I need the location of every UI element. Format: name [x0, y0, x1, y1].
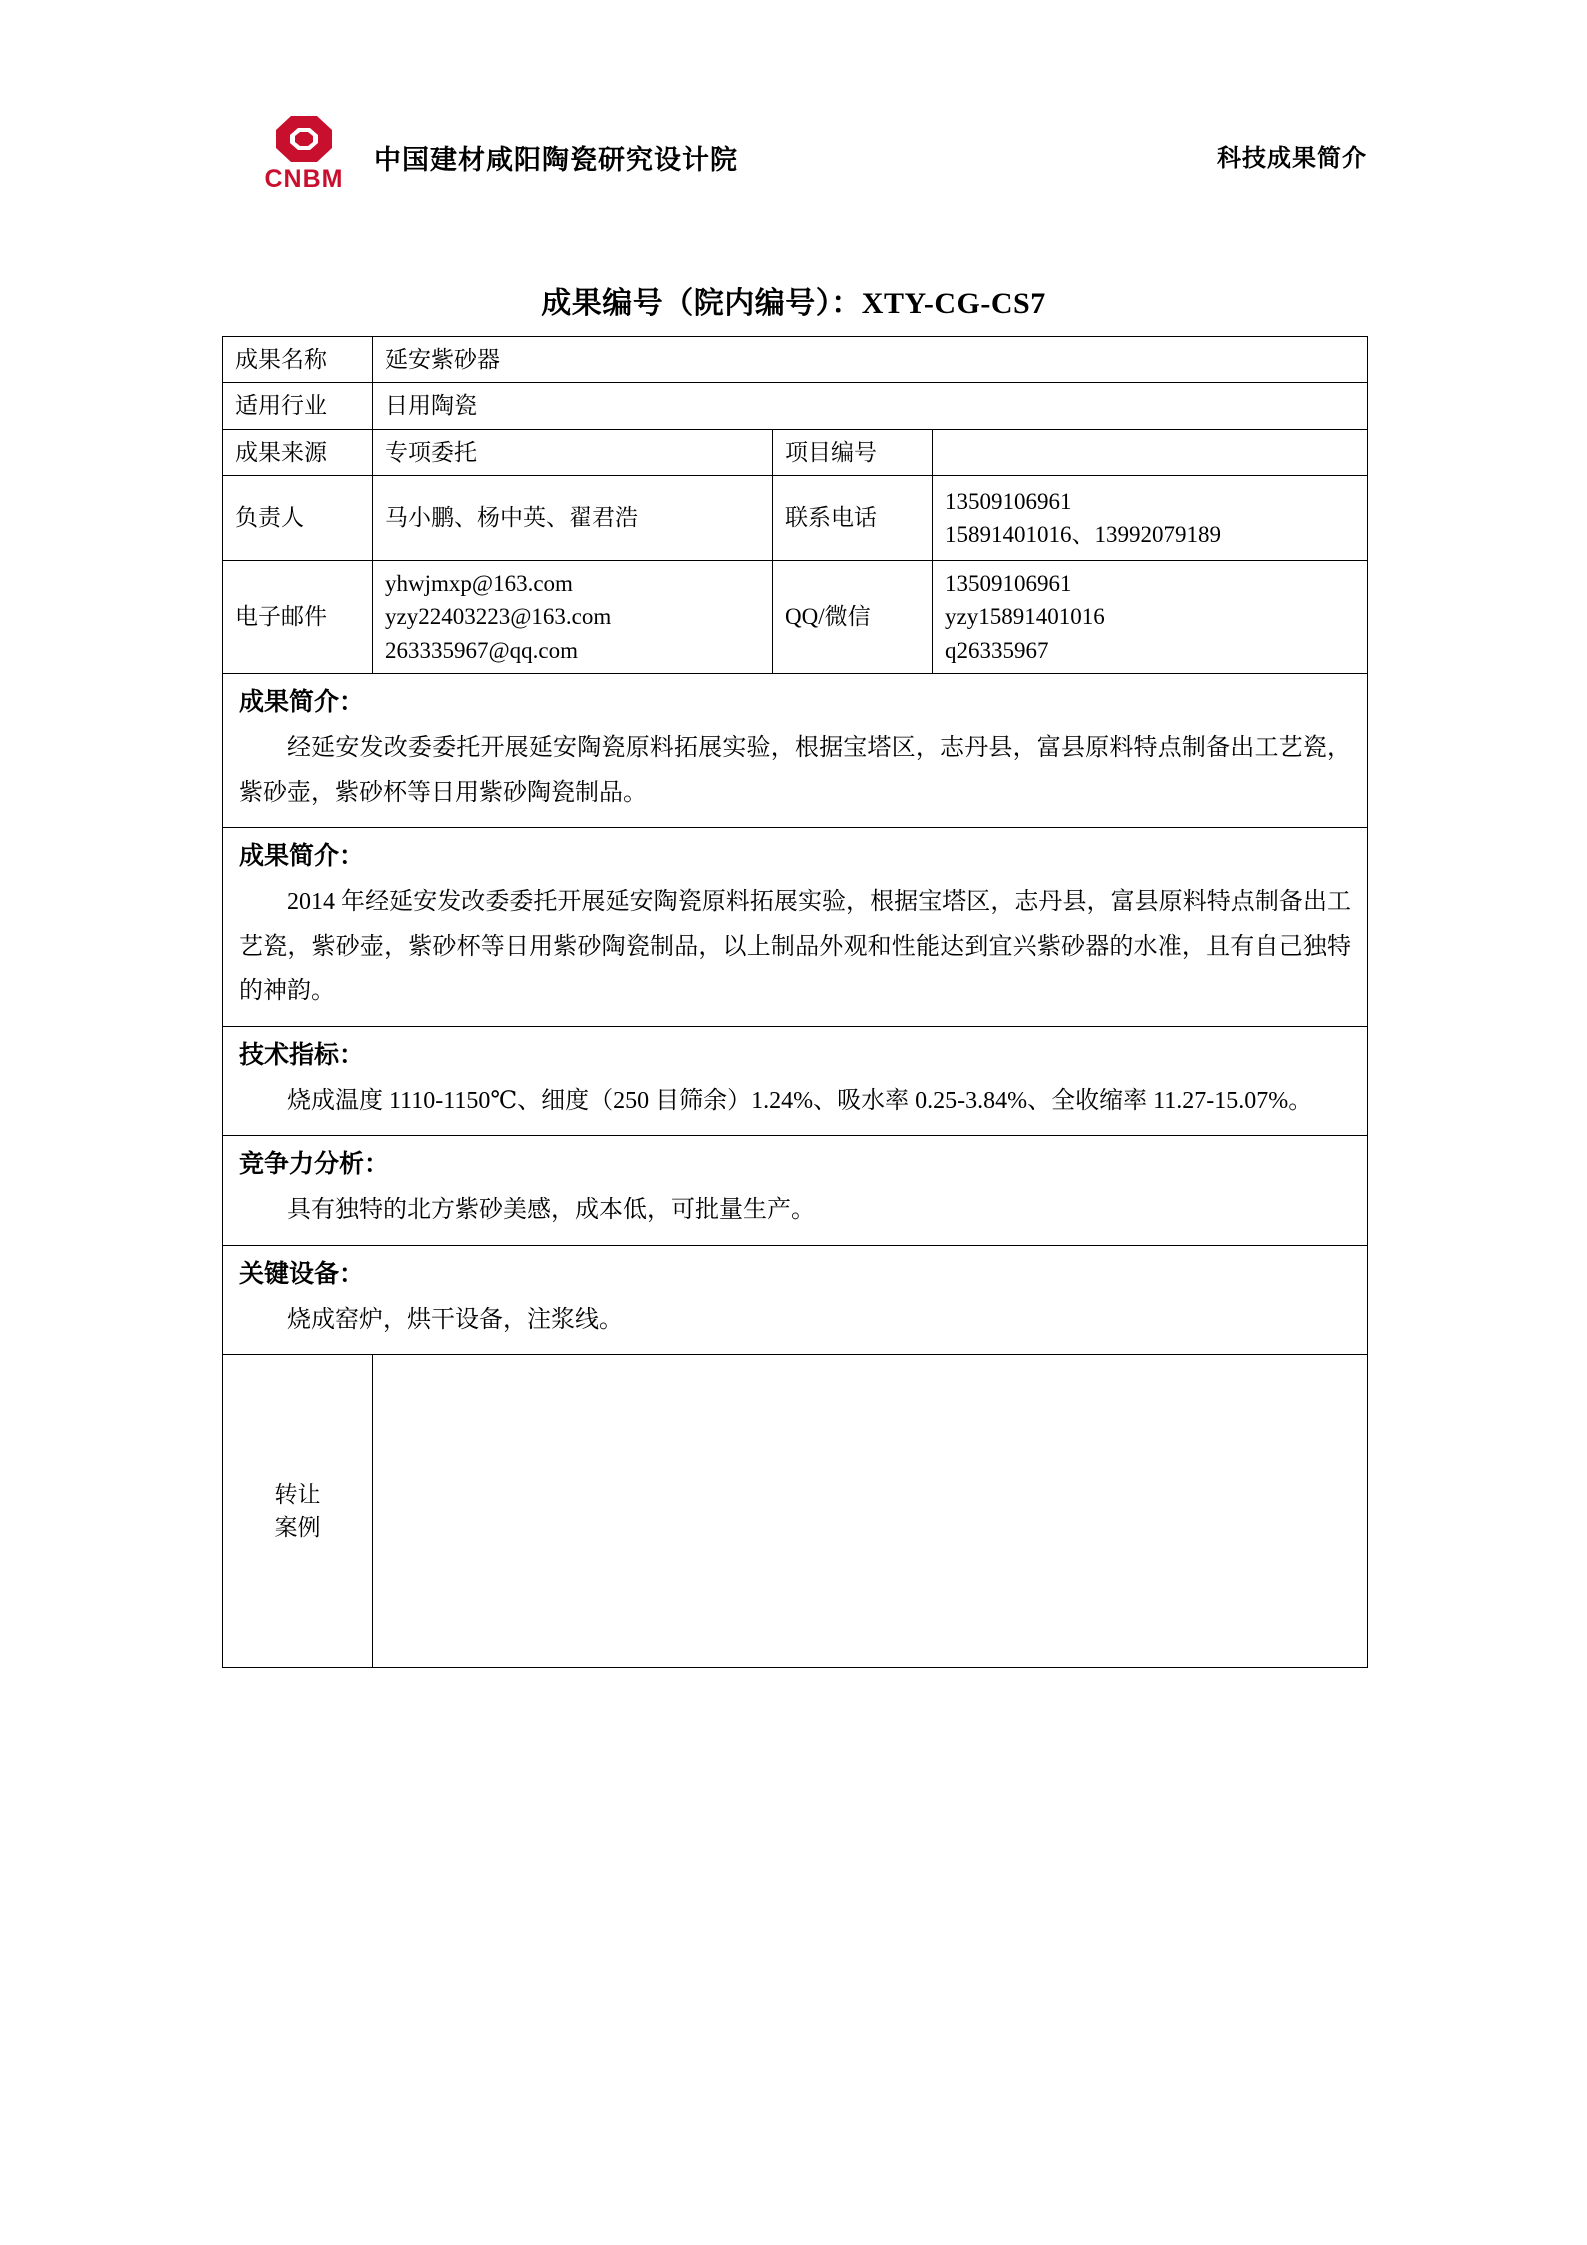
section-body: 烧成窑炉，烘干设备，注浆线。	[287, 1307, 623, 1334]
leader-value: 马小鹏、杨中英、翟君浩	[373, 476, 773, 561]
transfer-case-value	[373, 1355, 1368, 1668]
source-label: 成果来源	[223, 429, 373, 475]
table-row	[223, 429, 1368, 475]
qq-line-1: 13509106961	[945, 571, 1072, 597]
result-info-table	[222, 336, 1368, 1668]
transfer-case-label-line-2: 案例	[274, 1515, 321, 1541]
section-technical-indicators	[223, 1026, 1368, 1136]
table-row	[223, 1355, 1368, 1668]
section-body: 具有独特的北方紫砂美感，成本低，可批量生产。	[287, 1197, 815, 1224]
page-header	[248, 112, 1367, 192]
phone-line-1: 13509106961	[945, 488, 1072, 514]
section-body: 2014 年经延安发改委委托开展延安陶瓷原料拓展实验，根据宝塔区，志丹县，富县原料特点制备出工艺瓷，紫砂壶，紫砂杯等日用紫砂陶瓷制品，以上制品外观和性能达到宜兴紫砂器的水准，且有自己独特的神韵。	[239, 889, 1351, 1005]
section-heading: 竞争力分析：	[239, 1150, 390, 1179]
table-row	[223, 383, 1368, 429]
cnbm-wordmark: CNBM	[264, 164, 344, 193]
table-row	[223, 337, 1368, 383]
leader-label: 负责人	[223, 476, 373, 561]
name-value: 延安紫砂器	[373, 337, 1368, 383]
table-row	[223, 561, 1368, 674]
qq-label: QQ/微信	[773, 561, 933, 674]
cnbm-logo	[248, 113, 360, 192]
qq-line-2: yzy15891401016	[945, 604, 1105, 630]
email-line-2: yzy22403223@163.com	[385, 604, 612, 630]
phone-value	[933, 476, 1368, 561]
page-title-prefix: 成果编号（院内编号）：	[541, 287, 862, 320]
industry-label: 适用行业	[223, 383, 373, 429]
table-row	[223, 828, 1368, 1026]
header-right-label: 科技成果简介	[1217, 145, 1367, 172]
section-body: 烧成温度 1110-1150℃、细度（250 目筛余）1.24%、吸水率 0.25-3.84%、全收缩率 11.27-15.07%。	[287, 1087, 1313, 1114]
organization-name: 中国建材咸阳陶瓷研究设计院	[374, 144, 738, 175]
section-competitiveness	[223, 1136, 1368, 1246]
name-label: 成果名称	[223, 337, 373, 383]
result-code: XTY-CG-CS7	[861, 287, 1046, 320]
section-summary-1	[223, 674, 1368, 828]
cnbm-octagon-logo-icon	[271, 113, 337, 165]
email-value	[373, 561, 773, 674]
table-row	[223, 1245, 1368, 1355]
section-body: 经延安发改委委托开展延安陶瓷原料拓展实验，根据宝塔区，志丹县，富县原料特点制备出工艺瓷，紫砂壶，紫砂杯等日用紫砂陶瓷制品。	[239, 735, 1351, 806]
email-label: 电子邮件	[223, 561, 373, 674]
email-line-3: 263335967@qq.com	[385, 637, 579, 663]
project-no-label: 项目编号	[773, 429, 933, 475]
page-title	[0, 278, 1587, 322]
section-heading: 技术指标：	[239, 1040, 365, 1069]
table-row	[223, 1026, 1368, 1136]
phone-label: 联系电话	[773, 476, 933, 561]
section-heading: 成果简介：	[239, 688, 365, 717]
transfer-case-label	[223, 1355, 373, 1668]
section-key-equipment	[223, 1245, 1368, 1355]
table-row	[223, 1136, 1368, 1246]
email-line-1: yhwjmxp@163.com	[385, 571, 573, 597]
section-heading: 成果简介：	[239, 842, 365, 871]
qq-line-3: q26335967	[945, 637, 1049, 663]
project-no-value	[933, 429, 1368, 475]
qq-value	[933, 561, 1368, 674]
section-summary-2	[223, 828, 1368, 1026]
source-value: 专项委托	[373, 429, 773, 475]
phone-line-2: 15891401016、13992079189	[945, 522, 1221, 548]
table-row	[223, 476, 1368, 561]
transfer-case-label-line-1: 转让	[274, 1482, 321, 1508]
industry-value: 日用陶瓷	[373, 383, 1368, 429]
section-heading: 关键设备：	[239, 1259, 365, 1288]
table-row	[223, 674, 1368, 828]
